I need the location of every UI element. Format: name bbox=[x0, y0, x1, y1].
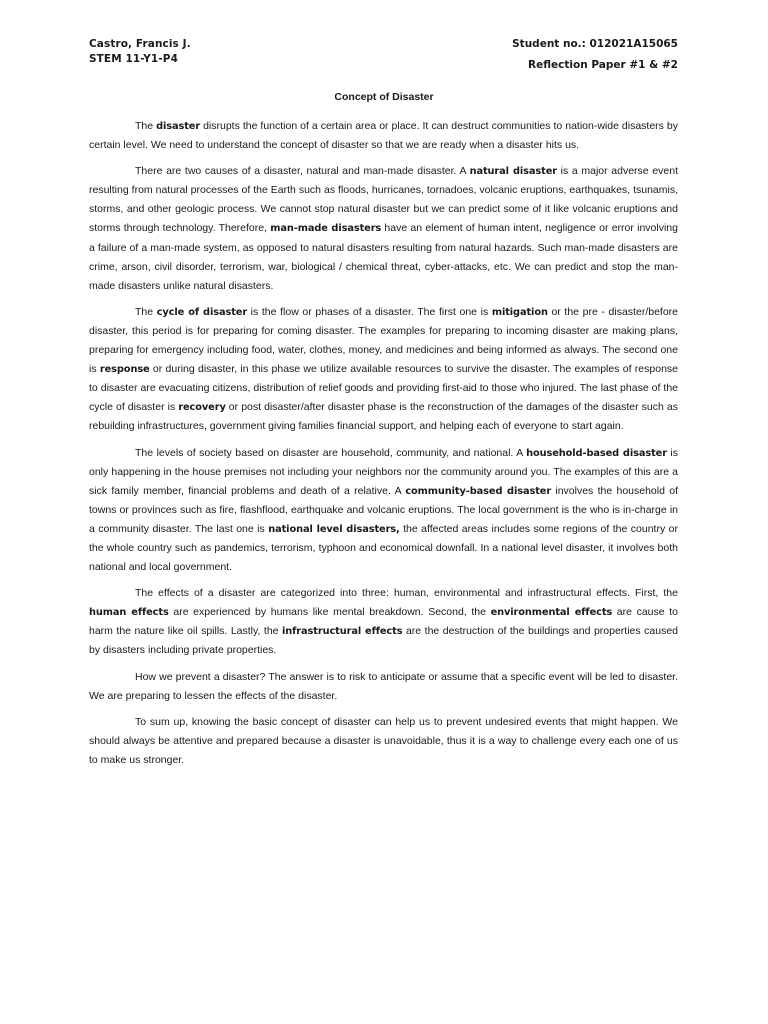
text-run: There are two causes of a disaster, natural and man-made disaster. A bbox=[135, 165, 470, 178]
text-run: are experienced by humans like mental breakdown. Second, the bbox=[168, 606, 491, 619]
paragraph bbox=[89, 303, 678, 437]
text-run: the affected areas includes some regions of the country or the whole country such as pandemics, terrorism, typhoon and economical downfall. In a national level disaster, it involves both national and local government. bbox=[89, 522, 678, 574]
text-run: disrupts the function of a certain area or place. It can destruct communities to nation-wide disasters by certain level. We need to understand the concept of disaster so that we are ready when a disaster hits us. bbox=[89, 120, 678, 152]
text-run: is a major adverse event resulting from natural processes of the Earth such as floods, hurricanes, tornadoes, volcanic eruptions, earthquakes, tsunamis, storms, and other geologic process. We cannot stop natural disaster but we can predict some of it like volcanic eruptions and storms through technology. Therefore, bbox=[89, 165, 678, 235]
student-info bbox=[89, 37, 191, 67]
bold-term: community-based disaster bbox=[405, 485, 552, 497]
paragraph bbox=[89, 668, 678, 706]
paragraph bbox=[89, 162, 678, 296]
text-run: or post disaster/after disaster phase is the reconstruction of the damages of the disaster such as rebuilding infrastructures, government giving families financial support, and helping each of everyone to start again. bbox=[89, 401, 678, 433]
bold-term: response bbox=[99, 364, 150, 376]
text-run: The levels of society based on disaster are household, community, and national. A bbox=[135, 446, 527, 459]
text-run: or during disaster, in this phase we utilize available resources to survive the disaster. The examples of response to disaster are evacuating citizens, distribution of relief goods and providing first-aid to those who injured. The last phase of the cycle of disaster is bbox=[89, 363, 678, 414]
student-section: STEM 11-Y1-P4 bbox=[89, 53, 178, 65]
text-run: To sum up, knowing the basic concept of disaster can help us to prevent undesired events that might happen. We should always be attentive and prepared because a disaster is unavoidable, thus it is a way to challenge every each one of us to make us stronger. bbox=[89, 715, 678, 766]
text-run: The effects of a disaster are categorized into three: human, environmental and infrastructural effects. First, the bbox=[135, 587, 678, 600]
bold-term: man-made disasters bbox=[270, 223, 382, 235]
bold-term: cycle of disaster bbox=[156, 306, 248, 318]
paper-label: Reflection Paper #1 & #2 bbox=[528, 59, 678, 71]
text-run: involves the household of towns or provinces such as fire, flashflood, earthquake and volcanic eruptions. The local government is the who is in-charge in a community disaster. The last one is bbox=[89, 484, 679, 535]
paragraph bbox=[89, 117, 678, 155]
bold-term: recovery bbox=[178, 402, 226, 414]
bold-term: disaster bbox=[156, 121, 201, 132]
bold-term: human effects bbox=[89, 607, 169, 619]
paragraph bbox=[89, 444, 678, 578]
bold-term: mitigation bbox=[491, 306, 548, 318]
student-name: Castro, Francis J. bbox=[89, 38, 191, 50]
text-run: The bbox=[135, 305, 157, 318]
paragraph bbox=[89, 584, 678, 660]
text-run: The bbox=[135, 120, 157, 132]
bold-term: household-based disaster bbox=[526, 447, 667, 459]
document-title: Concept of Disaster bbox=[334, 91, 434, 103]
bold-term: national level disasters, bbox=[268, 523, 400, 535]
text-run: or the pre - disaster/before disaster, this period is for preparing for coming disaster. The examples for preparing to incoming disaster are making plans, preparing for emergency including food, water, clothes, money, and medicines and being informed as always. The second one is bbox=[89, 305, 679, 376]
text-run: have an element of human intent, negligence or error involving a failure of a man-made system, as opposed to natural disasters resulting from natural hazards. Such man-made disasters are crime, arson, civil disorder, terrorism, war, biological / chemical threat, cyber-attacks, etc. We can predict and stop the man-made disasters unlike natural disasters. bbox=[89, 222, 678, 292]
bold-term: environmental effects bbox=[490, 607, 613, 619]
bold-term: natural disaster bbox=[469, 166, 557, 178]
paragraph bbox=[89, 713, 678, 770]
text-run: are cause to harm the nature like oil spills. Lastly, the bbox=[89, 606, 678, 638]
student-number: Student no.: 012021A15065 bbox=[512, 38, 678, 50]
text-run: is the flow or phases of a disaster. The first one is bbox=[247, 305, 492, 318]
paper-info bbox=[512, 37, 678, 73]
text-run: is only happening in the house premises not including your neighbors nor the community around you. The examples of this are a sick family member, financial problems and death of a relative. A bbox=[89, 446, 678, 497]
document-body bbox=[89, 117, 678, 777]
text-run: How we prevent a disaster? The answer is to risk to anticipate or assume that a specific event will be led to disaster. We are preparing to lessen the effects of the disaster. bbox=[89, 670, 678, 702]
text-run: are the destruction of the buildings and properties caused by disasters including private properties. bbox=[89, 625, 678, 657]
bold-term: infrastructural effects bbox=[282, 626, 403, 638]
